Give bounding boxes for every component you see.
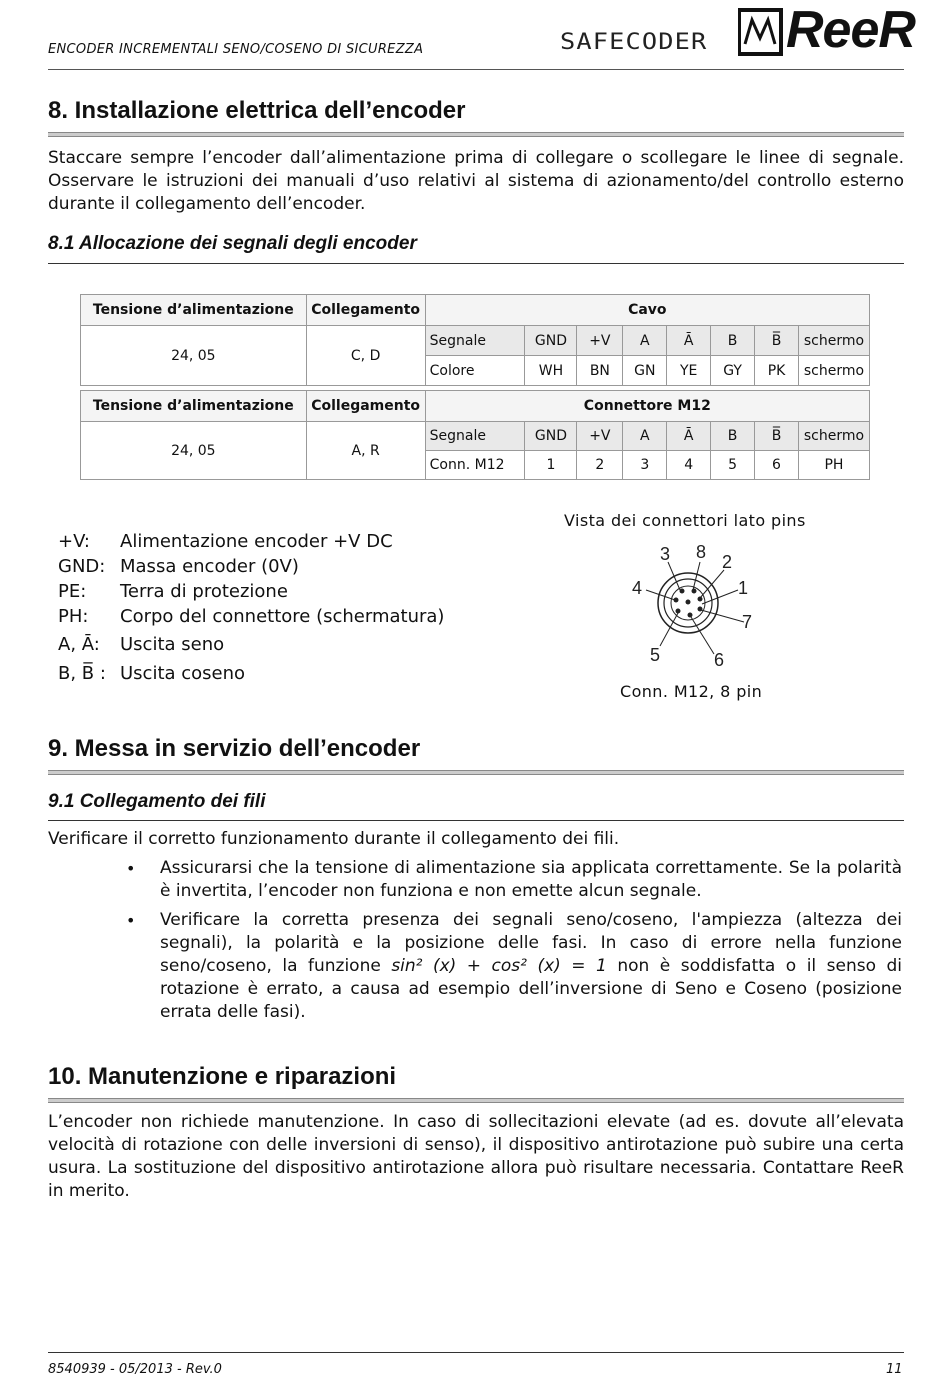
table-cell: GY bbox=[711, 356, 755, 386]
table-cell: +V bbox=[577, 422, 623, 451]
pin-label: 5 bbox=[650, 645, 661, 665]
legend-value: Terra di protezione bbox=[120, 581, 288, 602]
m12-header-row bbox=[81, 391, 870, 422]
table-cell: GND bbox=[525, 326, 577, 356]
section-8-divider bbox=[48, 132, 904, 137]
document-code: 8540939 - 05/2013 - Rev.0 bbox=[48, 1362, 222, 1377]
table-cell: Conn. M12 bbox=[425, 451, 525, 480]
section-10-title: 10. Manutenzione e riparazioni bbox=[48, 1063, 397, 1090]
bullet-text: Assicurarsi che la tensione di alimentazione sia applicata correttamente. Se la polarità è invertita, l’encoder non funziona e non emette alcun segnale. bbox=[160, 858, 902, 901]
legend-row bbox=[58, 530, 444, 555]
table-cell: B̅ bbox=[755, 422, 799, 451]
section-9-1-title: 9.1 Collegamento dei fili bbox=[48, 791, 266, 812]
connector-caption-bottom: Conn. M12, 8 pin bbox=[620, 682, 763, 701]
table-cell: +V bbox=[577, 326, 623, 356]
legend-row bbox=[58, 580, 444, 605]
section-9-divider bbox=[48, 770, 904, 775]
table-cell: GND bbox=[525, 422, 577, 451]
table-cell: 6 bbox=[755, 451, 799, 480]
table-cell: B̅ bbox=[755, 326, 799, 356]
legend-row bbox=[58, 555, 444, 580]
table-cell: PK bbox=[755, 356, 799, 386]
section-9-intro: Verificare il corretto funzionamento durante il collegamento dei fili. bbox=[48, 829, 620, 849]
bullet-text: Verificare la corretta presenza dei segnali seno/coseno, l'ampiezza (altezza dei segnali), la polarità e la posizione delle fasi. In caso di errore nella funzione seno/coseno, la funzione bbox=[160, 910, 902, 976]
table-cell: A bbox=[623, 422, 667, 451]
section-10-text: L’encoder non richiede manutenzione. In caso di sollecitazioni elevate (ad es. dovute all’elevata velocità di rotazione con delle inversioni di senso), il dispositivo antirotazione può subire una certa usura. La sostituzione del dispositivo antirotazione allora può risultare necessaria. Contattare ReeR in merito. bbox=[48, 1112, 904, 1201]
bullet-icon: • bbox=[126, 859, 136, 878]
connector-caption-top: Vista dei connettori lato pins bbox=[564, 511, 806, 530]
table-cell: schermo bbox=[798, 422, 869, 451]
safecoder-logo: SAFECODER bbox=[560, 30, 708, 55]
table-cell: BN bbox=[577, 356, 623, 386]
m12-supply-value: 24, 05 bbox=[81, 422, 307, 480]
footer-divider bbox=[48, 1352, 904, 1353]
legend-key: GND: bbox=[58, 556, 106, 577]
table-cell: Ā bbox=[667, 326, 711, 356]
legend-key: PH: bbox=[58, 606, 89, 627]
m12-connection-value: A, R bbox=[306, 422, 425, 480]
table-cell: B bbox=[711, 422, 755, 451]
table-cell: PH bbox=[798, 451, 869, 480]
table-cell: GN bbox=[623, 356, 667, 386]
table-cell: B bbox=[711, 326, 755, 356]
m12-signal-row bbox=[81, 422, 870, 451]
m12-connector-drawing bbox=[620, 536, 770, 676]
pin-label: 1 bbox=[738, 578, 749, 598]
table-cell: A bbox=[623, 326, 667, 356]
table-cell: 2 bbox=[577, 451, 623, 480]
legend-value: Uscita coseno bbox=[120, 663, 246, 684]
legend-key: B, B̅ : bbox=[58, 663, 106, 684]
section-8-intro: Staccare sempre l’encoder dall’alimentazione prima di collegare o scollegare le linee di segnale. Osservare le istruzioni dei manuali d’uso relativi al sistema di azionamento/del controllo esterno durante il collegamento dell’encoder. bbox=[48, 148, 904, 214]
table-cell: 1 bbox=[525, 451, 577, 480]
legend-key: A, Ā: bbox=[58, 634, 100, 655]
pin-label: 3 bbox=[660, 544, 671, 564]
bullet-item bbox=[126, 857, 902, 903]
header-supply-voltage: Tensione d’alimentazione bbox=[81, 295, 307, 326]
cable-header-row bbox=[81, 295, 870, 326]
signal-allocation-table bbox=[80, 294, 870, 480]
table-cell: Colore bbox=[425, 356, 525, 386]
header-connection: Collegamento bbox=[306, 391, 425, 422]
legend-row bbox=[58, 630, 444, 659]
table-cell: YE bbox=[667, 356, 711, 386]
pin-label: 2 bbox=[722, 552, 733, 572]
page-number: 11 bbox=[886, 1362, 903, 1377]
legend-value: Corpo del connettore (schermatura) bbox=[120, 606, 445, 627]
legend-value: Uscita seno bbox=[120, 634, 225, 655]
section-10-divider bbox=[48, 1098, 904, 1103]
bullet-text-end: non è soddisfatta o il senso di rotazione è errato, a causa ad esempio dell’inversione di Seno e Coseno (posizione errata delle fasi). bbox=[160, 956, 903, 1022]
formula: sin² (x) + cos² (x) = 1 bbox=[391, 956, 607, 976]
header-m12-connector: Connettore M12 bbox=[425, 391, 869, 422]
section-8-title: 8. Installazione elettrica dell’encoder bbox=[48, 97, 466, 124]
table-cell: WH bbox=[525, 356, 577, 386]
table-cell: Segnale bbox=[425, 326, 525, 356]
section-9-1-divider bbox=[48, 820, 904, 821]
bullet-item bbox=[126, 909, 903, 1024]
header-connection: Collegamento bbox=[306, 295, 425, 326]
cable-connection-value: C, D bbox=[306, 326, 425, 386]
table-cell: schermo bbox=[798, 326, 869, 356]
legend-value: Massa encoder (0V) bbox=[120, 556, 299, 577]
section-8-1-divider bbox=[48, 263, 904, 264]
legend-key: +V: bbox=[58, 531, 90, 552]
pin-label: 7 bbox=[742, 612, 753, 632]
header-divider bbox=[48, 69, 904, 70]
header-supply-voltage: Tensione d’alimentazione bbox=[81, 391, 307, 422]
table-cell: schermo bbox=[798, 356, 869, 386]
reer-logo bbox=[738, 1, 915, 60]
table-cell: Ā bbox=[667, 422, 711, 451]
legend-row bbox=[58, 605, 444, 630]
section-9-title: 9. Messa in servizio dell’encoder bbox=[48, 735, 421, 762]
legend-key: PE: bbox=[58, 581, 87, 602]
cable-supply-value: 24, 05 bbox=[81, 326, 307, 386]
document-header-title: ENCODER INCREMENTALI SENO/COSENO DI SICUREZZA bbox=[48, 42, 424, 57]
signal-legend bbox=[58, 530, 444, 688]
legend-value: Alimentazione encoder +V DC bbox=[120, 531, 393, 552]
pin-label: 6 bbox=[714, 650, 725, 670]
reer-logo-text: ReeR bbox=[786, 1, 915, 59]
table-cell: Segnale bbox=[425, 422, 525, 451]
pin-label: 8 bbox=[696, 542, 707, 562]
pin-label: 4 bbox=[632, 578, 643, 598]
legend-row bbox=[58, 659, 444, 688]
section-8-1-title: 8.1 Allocazione dei segnali degli encoder bbox=[48, 233, 417, 254]
table-cell: 5 bbox=[711, 451, 755, 480]
table-cell: 3 bbox=[623, 451, 667, 480]
table-cell: 4 bbox=[667, 451, 711, 480]
bullet-icon: • bbox=[126, 911, 136, 930]
cable-signal-row bbox=[81, 326, 870, 356]
header-cable: Cavo bbox=[425, 295, 869, 326]
